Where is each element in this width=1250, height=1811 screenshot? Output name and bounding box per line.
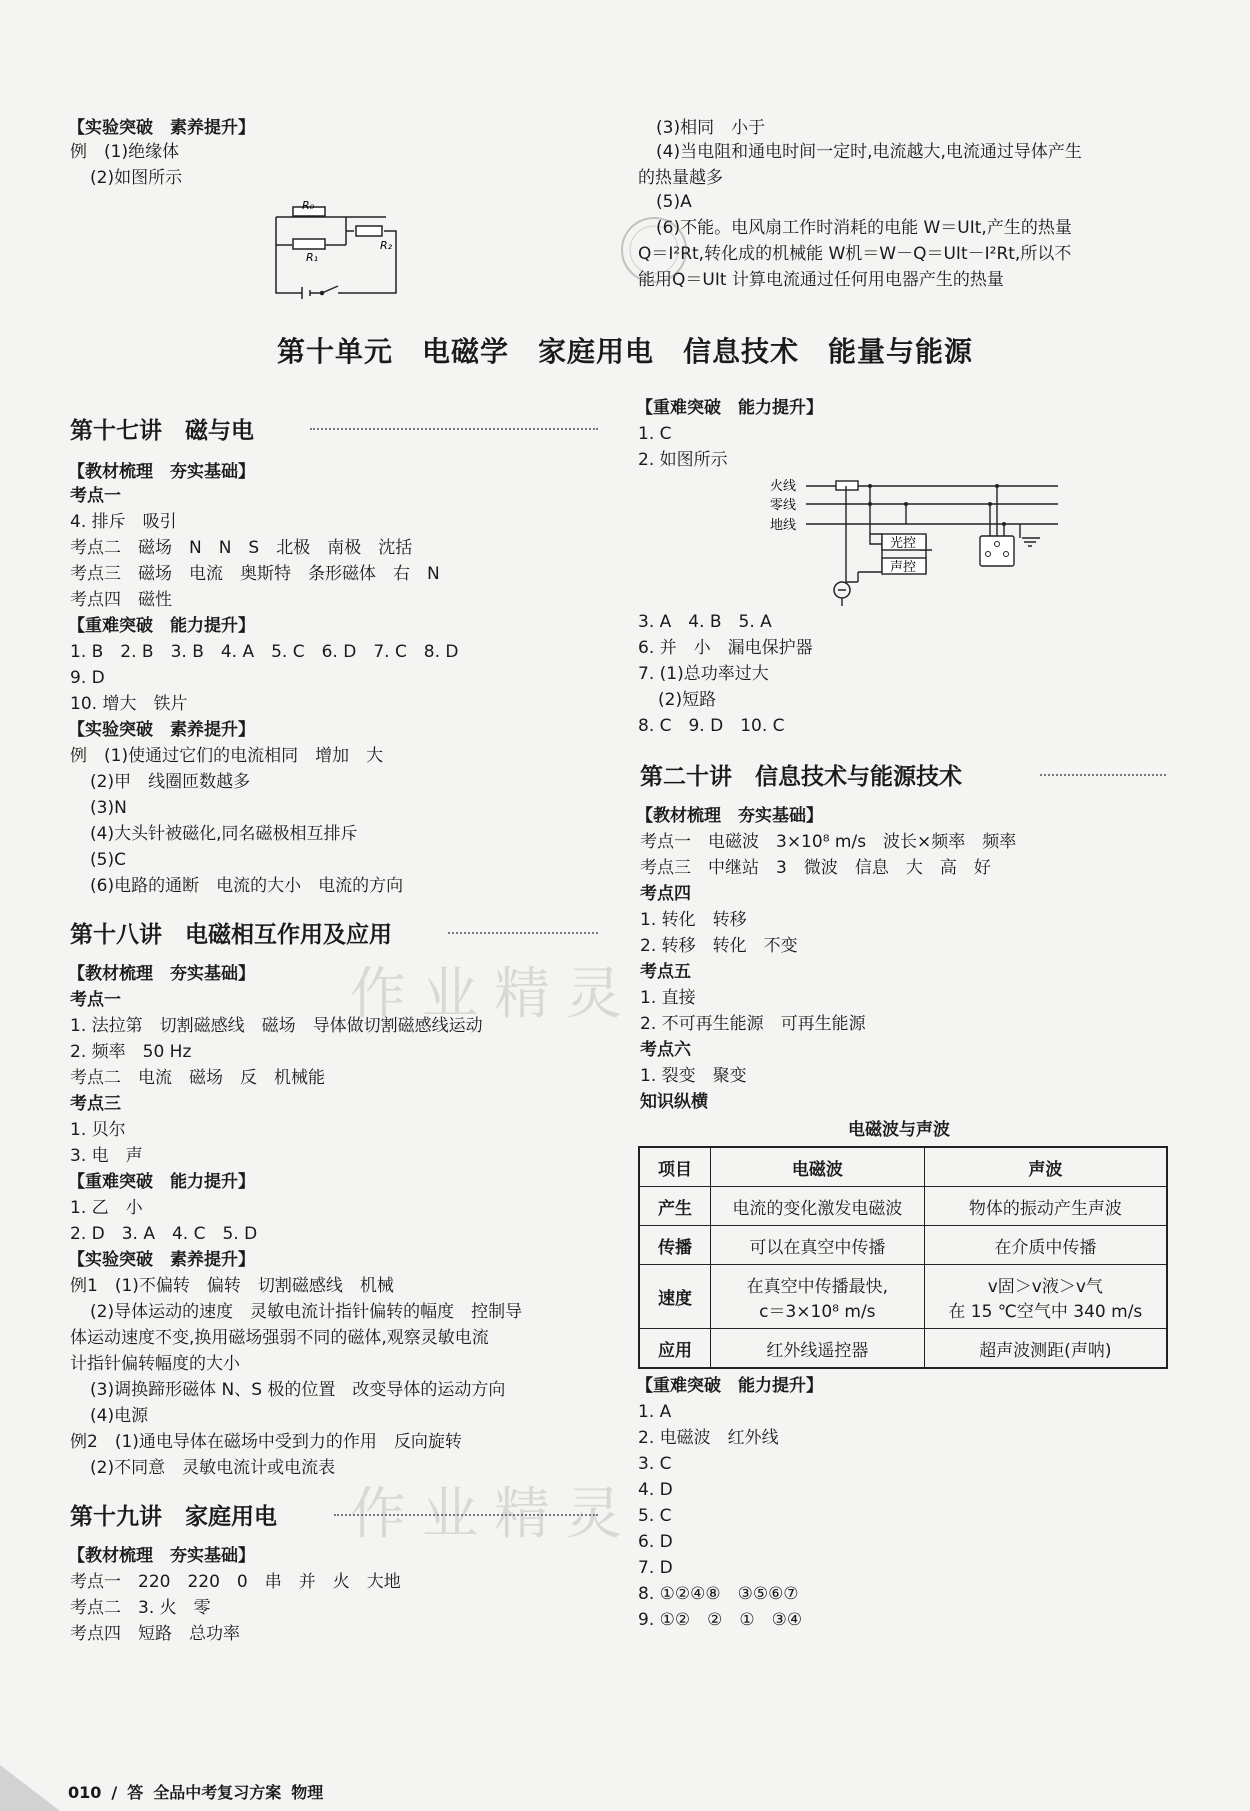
answer-line: (2)甲 线圈匝数越多 [90, 772, 251, 792]
watermark: 作业精灵 [350, 962, 638, 1027]
answer-line: 7. (1)总功率过大 [638, 664, 769, 684]
answer-line: 1. 裂变 聚变 [640, 1066, 747, 1086]
answer-line: 例2 (1)通电导体在磁场中受到力的作用 反向旋转 [70, 1432, 462, 1452]
page-footer [68, 1780, 333, 1803]
heading-rule [448, 932, 598, 934]
answer-line: 考点二 电流 磁场 反 机械能 [70, 1068, 325, 1088]
book-title: 全品中考复习方案 [153, 1783, 282, 1802]
subject-label: 物理 [291, 1783, 324, 1802]
series-parallel-circuit-diagram [266, 195, 406, 300]
answer-line: 8. C 9. D 10. C [638, 716, 785, 736]
answer-line: 考点一 电磁波 3×10⁸ m/s 波长×频率 频率 [640, 832, 1017, 852]
answer-line: (5)C [90, 850, 126, 870]
zero-wire-label: 零线 [770, 498, 797, 513]
cell-line: v固＞v液＞v气 [987, 1276, 1103, 1297]
answer-line: 考点四 磁性 [70, 590, 172, 610]
heading-rule [310, 428, 598, 430]
answer-line: 4. 排斥 吸引 [70, 512, 177, 532]
answer-line: 2. 如图所示 [638, 450, 728, 470]
table-cell: 传播 [639, 1226, 711, 1265]
fire-wire-label: 火线 [770, 479, 797, 494]
r0-label: R₀ [302, 199, 315, 212]
answer-line: (2)如图所示 [90, 168, 183, 188]
answer-line: (2)不同意 灵敏电流计或电流表 [90, 1458, 336, 1478]
table-cell: 红外线遥控器 [711, 1329, 925, 1369]
page-corner-decoration [0, 1765, 60, 1811]
table-header-row [639, 1147, 1167, 1187]
cell-line: c＝3×10⁸ m/s [759, 1301, 876, 1322]
answer-line: (5)A [656, 192, 692, 212]
answer-line: (6)电路的通断 电流的大小 电流的方向 [90, 876, 404, 896]
answer-line: 2. 转移 转化 不变 [640, 936, 798, 956]
answer-line: 4. D [638, 1480, 673, 1500]
answer-line: 例1 (1)不偏转 偏转 切割磁感线 机械 [70, 1276, 394, 1296]
table-cell [711, 1265, 925, 1329]
light-control-label: 光控 [890, 536, 917, 551]
stamp-logo [618, 212, 690, 292]
footer-slash: / [111, 1783, 118, 1802]
answer-line: 考点二 3. 火 零 [70, 1598, 211, 1618]
section-label: 【实验突破 素养提升】 [68, 720, 255, 740]
table-row [639, 1329, 1167, 1369]
table-cell: 产生 [639, 1187, 711, 1226]
watermark: 作业精灵 [350, 1482, 638, 1547]
answer-line: (4)当电阻和通电时间一定时,电流越大,电流通过导体产生 [656, 142, 1082, 162]
answer-line: (6)不能。电风扇工作时消耗的电能 W＝UIt,产生的热量 [656, 218, 1072, 238]
answer-line: 例 (1)使通过它们的电流相同 增加 大 [70, 746, 384, 766]
table-row [639, 1226, 1167, 1265]
answer-line: 2. D 3. A 4. C 5. D [70, 1224, 258, 1244]
answer-line: 2. 不可再生能源 可再生能源 [640, 1014, 866, 1034]
answer-line: 能用Q＝UIt 计算电流通过任何用电器产生的热量 [638, 270, 1004, 290]
answer-mark: 答 [127, 1783, 144, 1802]
section-label: 【重难突破 能力提升】 [636, 1376, 823, 1396]
table-cell: 速度 [639, 1265, 711, 1329]
point-label: 考点四 [640, 884, 691, 904]
answer-line: 1. 法拉第 切割磁感线 磁场 导体做切割磁感线运动 [70, 1016, 483, 1036]
table-header-cell: 电磁波 [711, 1147, 925, 1187]
comparison-table [638, 1146, 1168, 1369]
heading-rule [1040, 774, 1166, 776]
lecture-19-heading: 第十九讲 家庭用电 [70, 1504, 277, 1530]
answer-line: 1. 乙 小 [70, 1198, 143, 1218]
answer-line: 9. D [70, 668, 105, 688]
table-row [639, 1187, 1167, 1226]
answer-line: 9. ①② ② ① ③④ [638, 1610, 803, 1630]
section-label: 【教材梳理 夯实基础】 [68, 964, 255, 984]
answer-line: 考点三 磁场 电流 奥斯特 条形磁体 右 N [70, 564, 440, 584]
lecture-20-heading: 第二十讲 信息技术与能源技术 [640, 764, 962, 790]
section-label: 【重难突破 能力提升】 [636, 398, 823, 418]
answer-line: 1. 转化 转移 [640, 910, 747, 930]
ground-wire-label: 地线 [770, 518, 797, 533]
answer-line: (3)相同 小于 [656, 118, 766, 138]
page-number: 010 [68, 1783, 102, 1802]
cell-line: 在真空中传播最快, [746, 1276, 889, 1297]
table-cell: 物体的振动产生声波 [924, 1187, 1167, 1226]
answer-line: 考点四 短路 总功率 [70, 1624, 240, 1644]
answer-line: 体运动速度不变,换用磁场强弱不同的磁体,观察灵敏电流 [70, 1328, 489, 1348]
answer-line: 8. ①②④⑧ ③⑤⑥⑦ [638, 1584, 799, 1604]
section-label: 【教材梳理 夯实基础】 [68, 462, 255, 482]
table-cell: 可以在真空中传播 [711, 1226, 925, 1265]
section-label: 【实验突破 素养提升】 [68, 118, 255, 138]
answer-line: 10. 增大 铁片 [70, 694, 188, 714]
lecture-17-heading: 第十七讲 磁与电 [70, 418, 254, 444]
answer-line: 2. 电磁波 红外线 [638, 1428, 779, 1448]
answer-line: 考点二 磁场 N N S 北极 南极 沈括 [70, 538, 413, 558]
table-title: 电磁波与声波 [848, 1120, 950, 1140]
table-cell: 在介质中传播 [924, 1226, 1167, 1265]
point-label: 考点六 [640, 1040, 691, 1060]
table-cell: 电流的变化激发电磁波 [711, 1187, 925, 1226]
table-row [639, 1265, 1167, 1329]
answer-line: 6. D [638, 1532, 673, 1552]
point-label: 考点五 [640, 962, 691, 982]
table-cell: 超声波测距(声呐) [924, 1329, 1167, 1369]
answer-line: 1. 贝尔 [70, 1120, 126, 1140]
point-label: 考点一 [70, 486, 121, 506]
answer-line: 1. A [638, 1402, 672, 1422]
cell-line: 在 15 ℃空气中 340 m/s [948, 1301, 1143, 1322]
sound-control-label: 声控 [890, 560, 917, 575]
section-label: 【重难突破 能力提升】 [68, 616, 255, 636]
answer-line: (2)导体运动的速度 灵敏电流计指针偏转的幅度 控制导 [90, 1302, 523, 1322]
section-label: 【教材梳理 夯实基础】 [636, 806, 823, 826]
answer-line: 例 (1)绝缘体 [70, 142, 180, 162]
answer-line: 1. C [638, 424, 672, 444]
section-label: 【重难突破 能力提升】 [68, 1172, 255, 1192]
answer-line: 1. B 2. B 3. B 4. A 5. C 6. D 7. C 8. D [70, 642, 459, 662]
answer-line: Q＝I²Rt,转化成的机械能 W机＝W－Q＝UIt－I²Rt,所以不 [638, 244, 1072, 264]
table-cell [924, 1265, 1167, 1329]
answer-line: 3. A 4. B 5. A [638, 612, 772, 632]
r2-label: R₂ [380, 239, 393, 252]
lecture-18-heading: 第十八讲 电磁相互作用及应用 [70, 922, 392, 948]
point-label: 考点一 [70, 990, 121, 1010]
answer-line: 6. 并 小 漏电保护器 [638, 638, 813, 658]
answer-line: (3)调换蹄形磁体 N、S 极的位置 改变导体的运动方向 [90, 1380, 506, 1400]
answer-line: (2)短路 [658, 690, 717, 710]
answer-line: (4)大头针被磁化,同名磁极相互排斥 [90, 824, 358, 844]
answer-line: 3. C [638, 1454, 672, 1474]
answer-line: 5. C [638, 1506, 672, 1526]
point-label: 考点三 [70, 1094, 121, 1114]
household-wiring-diagram [770, 472, 1070, 612]
answer-line: (3)N [90, 798, 127, 818]
section-label: 【实验突破 素养提升】 [68, 1250, 255, 1270]
answer-line: 3. 电 声 [70, 1146, 143, 1166]
table-header-cell: 项目 [639, 1147, 711, 1187]
section-label: 【教材梳理 夯实基础】 [68, 1546, 255, 1566]
answer-line: 2. 频率 50 Hz [70, 1042, 192, 1062]
answer-line: 考点一 220 220 0 串 并 火 大地 [70, 1572, 401, 1592]
point-label: 知识纵横 [640, 1092, 708, 1112]
unit-title: 第十单元 电磁学 家庭用电 信息技术 能量与能源 [276, 335, 973, 368]
answer-line: (4)电源 [90, 1406, 149, 1426]
r1-label: R₁ [306, 251, 319, 264]
answer-line: 7. D [638, 1558, 673, 1578]
answer-line: 考点三 中继站 3 微波 信息 大 高 好 [640, 858, 991, 878]
answer-line: 的热量越多 [638, 168, 723, 188]
answer-line: 计指针偏转幅度的大小 [70, 1354, 240, 1374]
table-header-cell: 声波 [924, 1147, 1167, 1187]
table-cell: 应用 [639, 1329, 711, 1369]
answer-line: 1. 直接 [640, 988, 696, 1008]
